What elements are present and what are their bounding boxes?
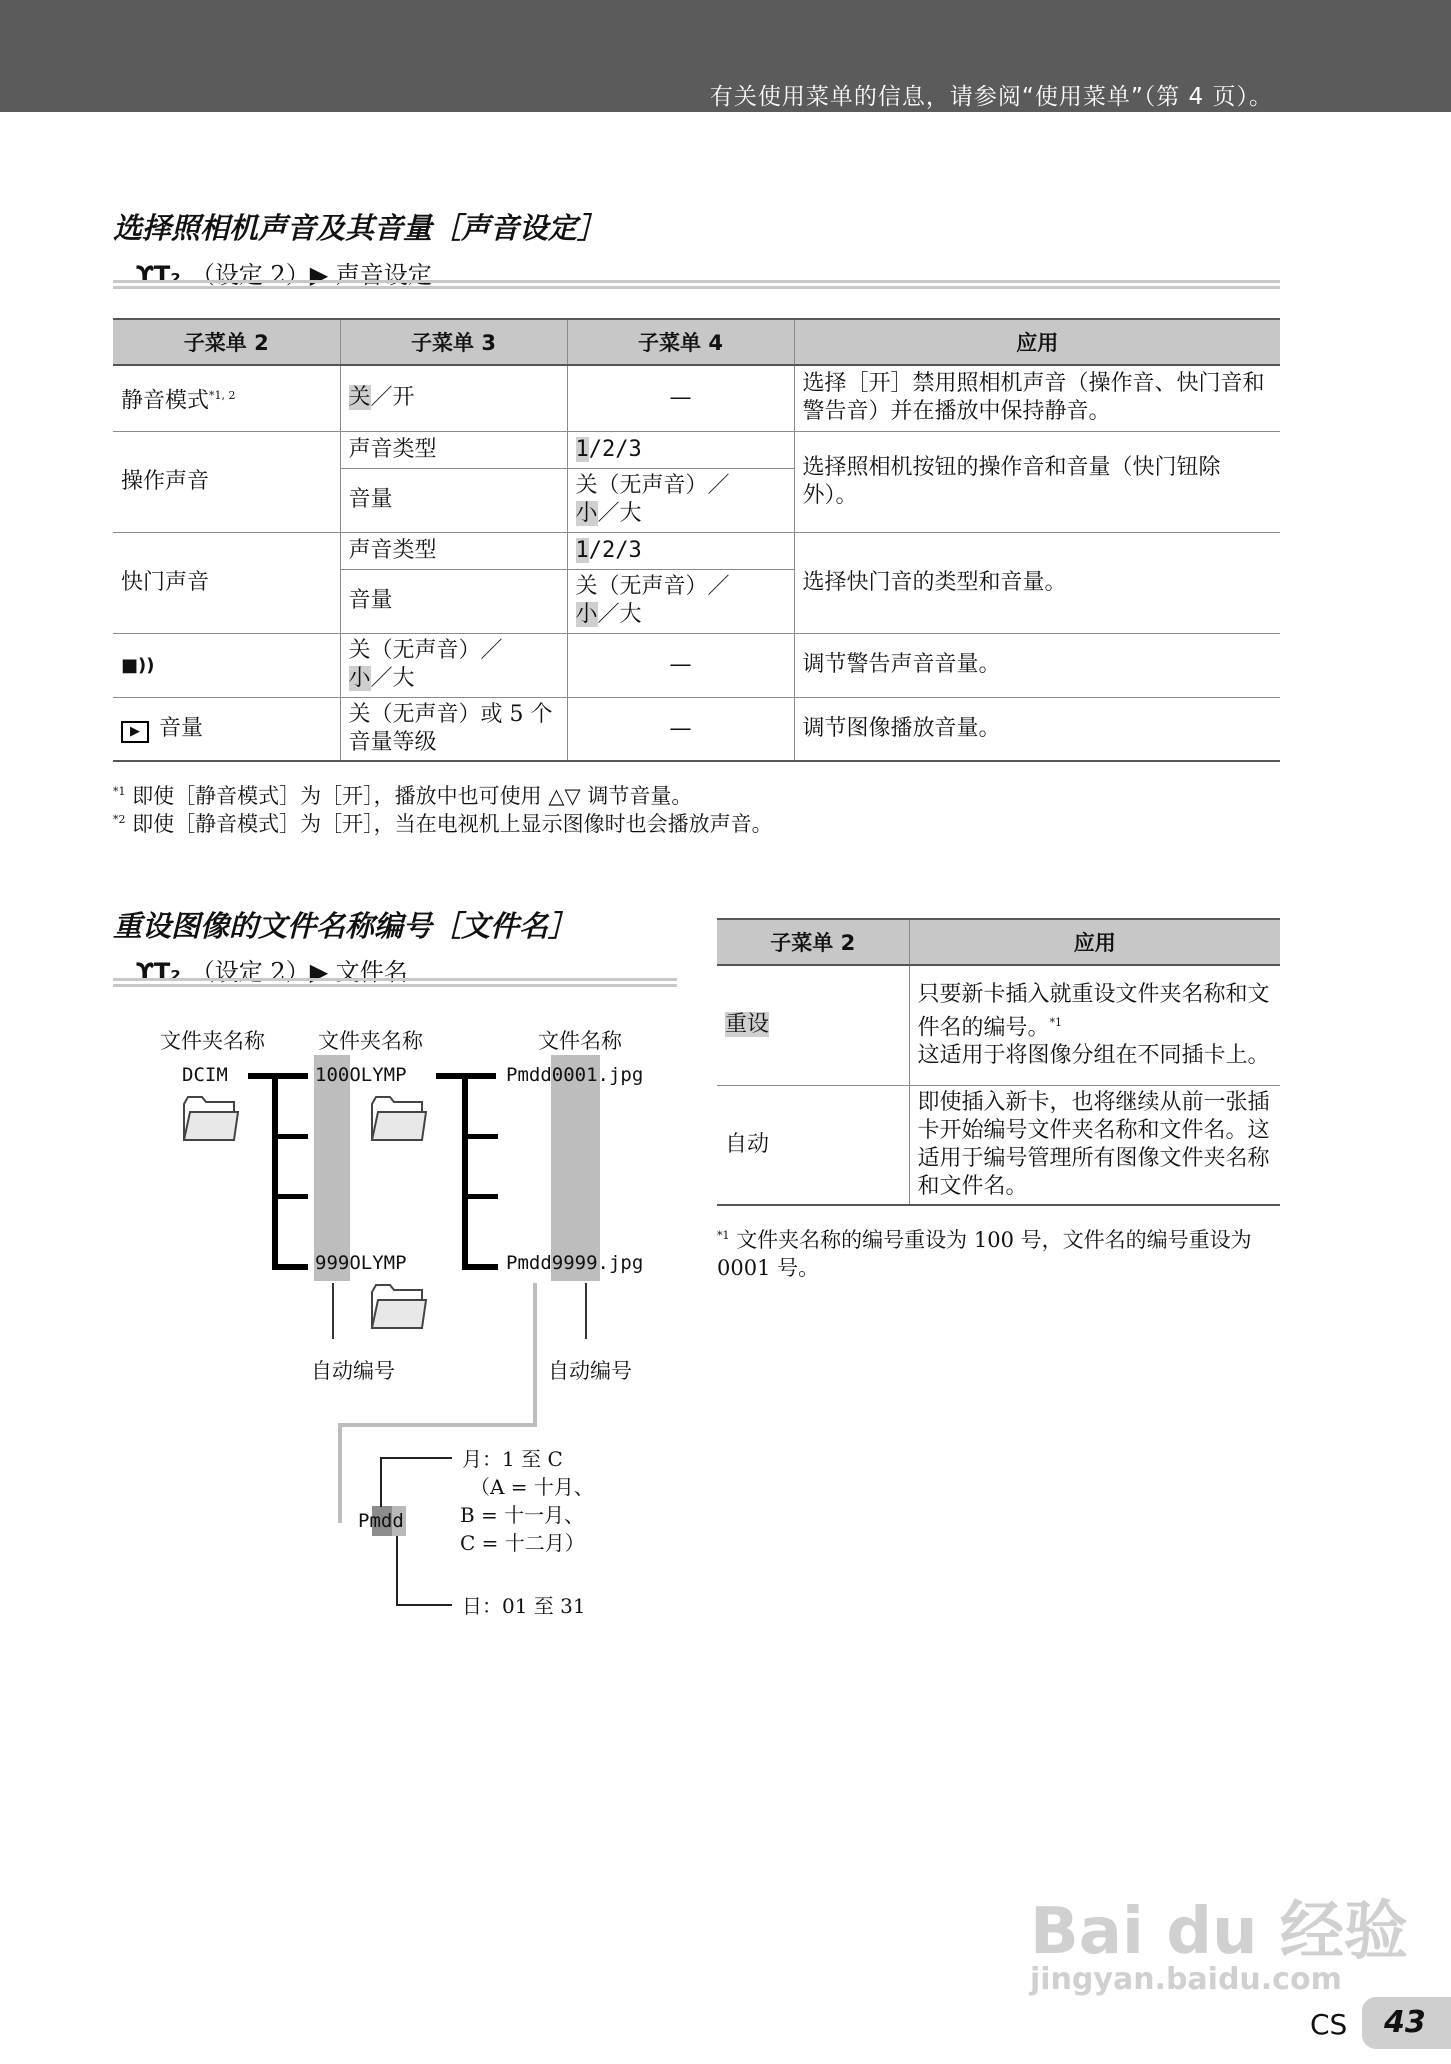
folder-name-label: 文件夹名称 — [160, 1029, 265, 1053]
silent-mode-application: 选择［开］禁用照相机声音（操作音、快门音和警告音）并在播放中保持静音。 — [794, 365, 1280, 431]
menu-reference-note: 有关使用菜单的信息，请参阅“使用菜单”（第 4 页）。 — [709, 84, 1273, 110]
setup-icon: ϒT₂ — [136, 261, 181, 289]
sound-type-values: 1/2/3 — [567, 532, 794, 569]
header-application: 应用 — [909, 919, 1280, 965]
section-title-sound: 选择照相机声音及其音量［声音设定］ — [113, 211, 607, 245]
watermark-logo: Bai du 经验 — [1030, 1895, 1408, 1969]
sound-type-values: 1/2/3 — [567, 431, 794, 468]
volume-cell: 音量 — [340, 468, 567, 532]
auto-application: 即使插入新卡，也将继续从前一张插卡开始编号文件夹名称和文件名。这适用于编号管理所有图像文件夹名称和文件名。 — [909, 1085, 1280, 1205]
table-row — [113, 431, 1280, 468]
section-title-filename: 重设图像的文件名称编号［文件名］ — [113, 909, 578, 943]
folder-number-highlight — [314, 1055, 350, 1281]
tree-trunk — [462, 1073, 468, 1269]
table-row — [113, 633, 1280, 697]
header-submenu2: 子菜单 2 — [113, 319, 340, 365]
auto-numbering-label: 自动编号 — [548, 1359, 632, 1383]
page-number: 43 — [1384, 2005, 1426, 2040]
month-range: 月：1 至 C — [462, 1447, 563, 1471]
header-submenu4: 子菜单 4 — [567, 319, 794, 365]
table-row — [717, 965, 1280, 1085]
folder-icon — [182, 1094, 240, 1144]
section-rule — [113, 978, 677, 987]
header-submenu2: 子菜单 2 — [717, 919, 909, 965]
folder-name-label: 文件夹名称 — [318, 1029, 423, 1053]
beep-volume-values: 关（无声音）／ 小／大 — [340, 633, 567, 697]
top-banner — [0, 0, 1451, 112]
folder-first: 100OLYMP — [315, 1064, 407, 1086]
silent-mode-options: 关／开 — [340, 365, 567, 431]
pointer-line — [585, 1283, 587, 1339]
file-number-highlight — [551, 1055, 600, 1281]
reset-application: 只要新卡插入就重设文件夹名称和文件名的编号。$^{*1}$ 这适用于将图像分组在不同插卡上。 — [909, 965, 1280, 1085]
tree-trunk — [272, 1073, 278, 1269]
tree-branch — [462, 1194, 498, 1199]
auto-numbering-label: 自动编号 — [311, 1359, 395, 1383]
connector-line — [533, 1283, 537, 1427]
dash-cell: — — [567, 697, 794, 761]
volume-values: 关（无声音）／ 小／大 — [567, 569, 794, 633]
breadcrumb-sound: ϒT₂ （设定 2）▶ 声音设定 — [136, 261, 432, 289]
month-line — [380, 1457, 452, 1459]
table-header-row — [717, 919, 1280, 965]
reset-cell: 重设 — [717, 965, 909, 1085]
shutter-sound-cell: 快门声音 — [113, 532, 340, 633]
tree-branch — [272, 1264, 308, 1270]
playback-volume-cell: ▶ 音量 — [113, 697, 340, 761]
breadcrumb-filename: ϒT₂ （设定 2）▶ 文件名 — [136, 958, 408, 986]
folder-last: 999OLYMP — [315, 1252, 407, 1274]
silent-mode-cell: 静音模式$^{*1, 2}$ — [113, 365, 340, 431]
volume-values: 关（无声音）／ 小／大 — [567, 468, 794, 532]
table-row — [113, 532, 1280, 569]
playback-application: 调节图像播放音量。 — [794, 697, 1280, 761]
day-line — [396, 1536, 398, 1606]
file-name-label: 文件名称 — [538, 1029, 622, 1053]
dcim-label: DCIM — [182, 1064, 228, 1086]
operation-sound-application: 选择照相机按钮的操作音和音量（快门钮除外）。 — [794, 431, 1280, 532]
section-rule — [113, 280, 1280, 289]
auto-cell: 自动 — [717, 1085, 909, 1205]
beep-icon: ■)) — [121, 654, 155, 676]
header-application: 应用 — [794, 319, 1280, 365]
filename-table — [717, 918, 1280, 1206]
tree-branch — [462, 1264, 498, 1270]
beep-application: 调节警告声音音量。 — [794, 633, 1280, 697]
shutter-sound-application: 选择快门音的类型和音量。 — [794, 532, 1280, 633]
sound-settings-table — [113, 318, 1280, 762]
table-row — [113, 697, 1280, 761]
tree-branch — [248, 1073, 308, 1079]
operation-sound-cell: 操作声音 — [113, 431, 340, 532]
setup-icon: ϒT₂ — [136, 958, 181, 986]
playback-icon: ▶ — [121, 721, 149, 743]
dash-cell: — — [567, 633, 794, 697]
month-line — [380, 1457, 382, 1507]
day-range: 日：01 至 31 — [462, 1594, 586, 1618]
pointer-line — [332, 1283, 334, 1339]
footnote-1: $^{*1}$ 即使［静音模式］为［开］，播放中也可使用 △▽ 调节音量。 — [113, 784, 693, 808]
table-header-row — [113, 319, 1280, 365]
file-first: Pmdd0001.jpg — [506, 1064, 644, 1086]
file-last: Pmdd9999.jpg — [506, 1252, 644, 1274]
footnote-2: $^{*2}$ 即使［静音模式］为［开］，当在电视机上显示图像时也会播放声音。 — [113, 812, 773, 836]
language-code: CS — [1310, 2008, 1348, 2041]
dash-cell: — — [567, 365, 794, 431]
header-submenu3: 子菜单 3 — [340, 319, 567, 365]
playback-volume-values: 关（无声音）或 5 个音量等级 — [340, 697, 567, 761]
folder-icon — [370, 1094, 428, 1144]
watermark-url: jingyan.baidu.com — [1030, 1962, 1342, 1997]
sound-type-cell: 声音类型 — [340, 431, 567, 468]
day-line — [396, 1604, 452, 1606]
month-note: B = 十一月、 — [460, 1503, 585, 1527]
connector-line — [338, 1423, 537, 1427]
month-note: （A = 十月、 — [470, 1475, 594, 1499]
connector-line — [338, 1423, 342, 1523]
month-note: C = 十二月） — [460, 1531, 585, 1555]
folder-icon — [370, 1282, 428, 1332]
filename-footnote: $^{*1}$ 文件夹名称的编号重设为 100 号，文件名的编号重设为 0001 号。 — [717, 1228, 1252, 1280]
pmdd-label: Pmdd — [358, 1510, 404, 1532]
table-row — [113, 365, 1280, 431]
tree-branch — [462, 1134, 498, 1139]
tree-branch — [272, 1134, 308, 1139]
table-row — [717, 1085, 1280, 1205]
beep-cell — [113, 633, 340, 697]
sound-type-cell: 声音类型 — [340, 532, 567, 569]
volume-cell: 音量 — [340, 569, 567, 633]
tree-branch — [272, 1194, 308, 1199]
